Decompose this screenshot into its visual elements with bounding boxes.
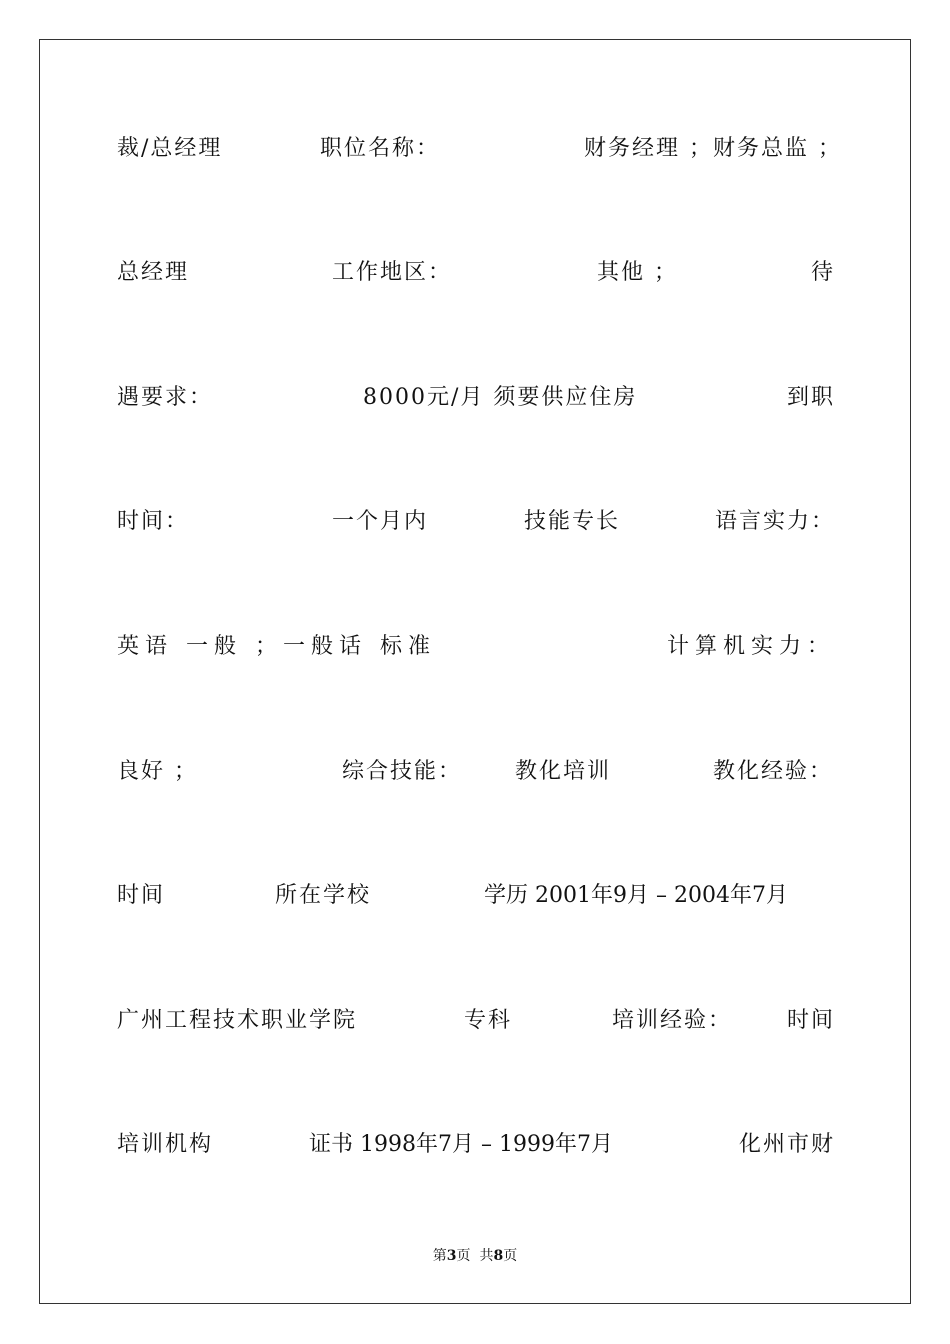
education-school: 广州工程技术职业学院: [117, 1008, 358, 1033]
field-value-start-time: 一个月内: [332, 509, 429, 534]
field-value-language: 英语 一般 ；一般话 标准: [117, 634, 436, 659]
column-header-time: 时间: [787, 1008, 836, 1033]
footer-suffix: 页: [503, 1248, 518, 1264]
current-page-number: 3: [446, 1248, 457, 1264]
education-degree: 专科: [464, 1008, 513, 1033]
text-segment: 待: [811, 260, 836, 285]
field-label-general-skills: 综合技能：: [342, 759, 463, 784]
section-heading-training: 培训经验：: [612, 1008, 733, 1033]
text-line-4: [117, 507, 836, 537]
column-header-certificate: 证书 1998年7月 – 1999年7月: [309, 1132, 613, 1157]
text-line-7: [117, 881, 833, 911]
field-value-region: 其他 ；: [597, 260, 678, 285]
field-value-position: 财务经理 ；财务总监 ；: [584, 136, 842, 161]
field-label-language: 语言实力：: [715, 509, 836, 534]
text-line-5: [117, 632, 836, 662]
text-line-8: [117, 1006, 836, 1036]
column-header-school: 所在学校: [275, 883, 372, 908]
page-border: [39, 39, 911, 1304]
text-line-3: [117, 383, 836, 413]
field-label-region: 工作地区：: [332, 260, 453, 285]
section-heading-skills: 技能专长: [524, 509, 621, 534]
field-value-computer: 良好 ；: [117, 759, 198, 784]
column-header-degree: 学历 2001年9月 – 2004年7月: [484, 883, 788, 908]
column-header-time: 时间: [117, 883, 166, 908]
footer-mid: 页 共: [456, 1248, 494, 1264]
text-line-6: [117, 757, 833, 787]
text-line-2: [117, 258, 836, 288]
field-value-salary: 8000元/月 须要供应住房: [363, 385, 638, 410]
footer-prefix: 第: [432, 1248, 447, 1264]
text-segment: 裁/总经理: [117, 136, 223, 161]
total-pages-number: 8: [493, 1248, 504, 1264]
text-line-9: [117, 1130, 836, 1160]
text-line-1: [117, 134, 842, 164]
field-label-salary: 遇要求：: [117, 385, 214, 410]
field-label-start-time: 时间：: [117, 509, 190, 534]
column-header-institution: 培训机构: [117, 1132, 214, 1157]
field-label-computer: 计算机实力：: [667, 634, 836, 659]
text-segment: 到职: [787, 385, 836, 410]
text-segment: 总经理: [117, 260, 190, 285]
training-institution: 化州市财: [739, 1132, 836, 1157]
section-heading-education: 教化经验：: [713, 759, 834, 784]
page-number-footer: [0, 1246, 950, 1266]
field-value-general-skills: 教化培训: [515, 759, 612, 784]
field-label-position: 职位名称：: [320, 136, 441, 161]
